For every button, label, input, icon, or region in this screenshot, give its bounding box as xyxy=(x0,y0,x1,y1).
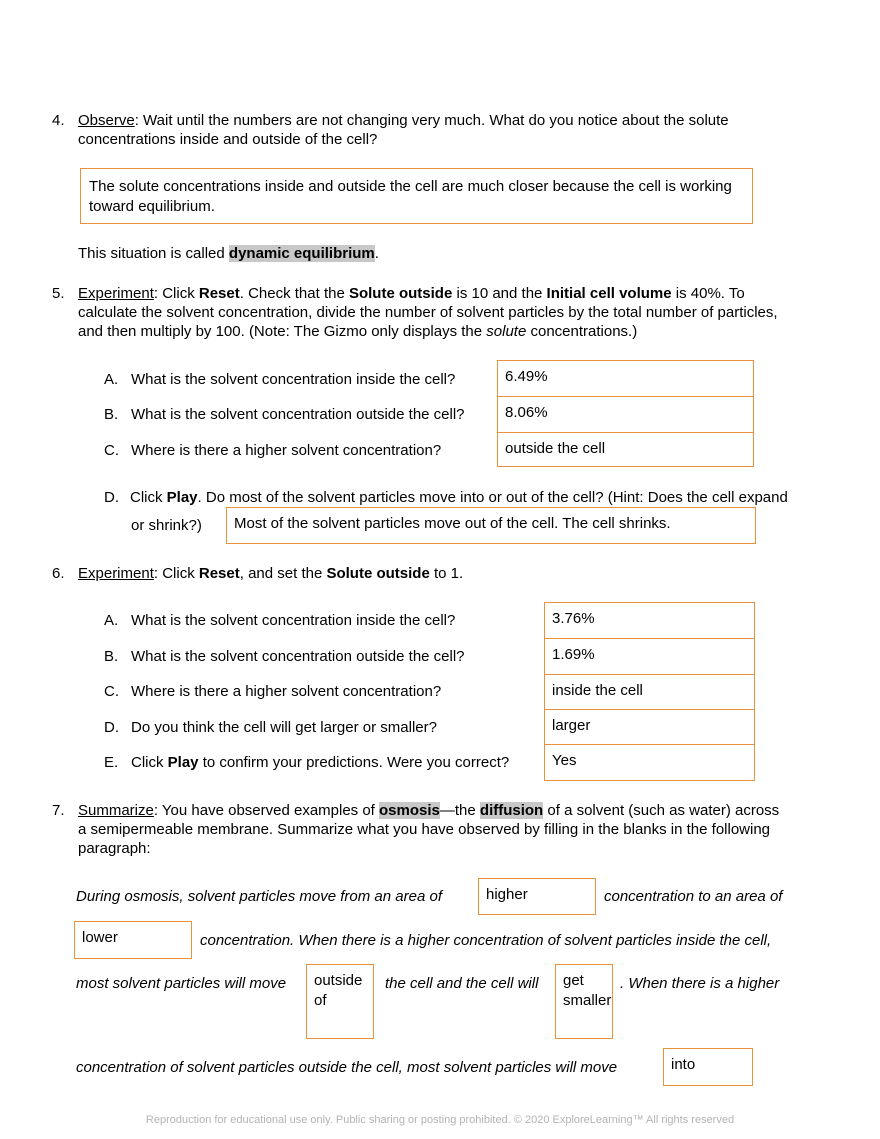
q6-number: 6. xyxy=(52,565,65,582)
q5-number: 5. xyxy=(52,285,65,302)
q4-label: Observe xyxy=(78,112,135,129)
q4-line2: concentrations inside and outside of the cell? xyxy=(78,131,378,148)
q6-line1: Experiment: Click Reset, and set the Solute outside to 1. xyxy=(78,565,464,582)
q7-paragraph-part3: concentration. When there is a higher concentration of solvent particles inside the cell, xyxy=(200,932,772,949)
q5c-question: Where is there a higher solvent concentration? xyxy=(131,442,442,459)
q5d-line2: or shrink?) xyxy=(131,517,202,534)
q6a-answer-box[interactable]: 3.76% xyxy=(544,602,755,639)
q7-line1: Summarize: You have observed examples of osmosis—the diffusion of a solvent (such as water) across xyxy=(78,802,780,819)
q6-label: Experiment xyxy=(78,565,154,582)
q6a-question: What is the solvent concentration inside the cell? xyxy=(131,612,456,629)
q6d-letter: D. xyxy=(104,719,119,736)
q6e-letter: E. xyxy=(104,754,119,771)
q5a-answer-box[interactable]: 6.49% xyxy=(497,360,754,397)
q4-line1: Observe: Wait until the numbers are not changing very much. What do you notice about the solute xyxy=(78,112,729,129)
q7-number: 7. xyxy=(52,802,65,819)
q6d-question: Do you think the cell will get larger or smaller? xyxy=(131,719,437,736)
q7-line3: paragraph: xyxy=(78,840,151,857)
diffusion-term: diffusion xyxy=(479,802,544,819)
q6c-letter: C. xyxy=(104,683,119,700)
q5d-answer-box[interactable]: Most of the solvent particles move out of the cell. The cell shrinks. xyxy=(226,507,756,544)
q7-blank-4[interactable]: get smaller xyxy=(555,964,613,1039)
q7-blank-5[interactable]: into xyxy=(663,1048,753,1086)
q5a-letter: A. xyxy=(104,371,119,388)
q6b-letter: B. xyxy=(104,648,119,665)
q4-note: This situation is called dynamic equilibrium. xyxy=(78,245,379,262)
q7-paragraph-part5: the cell and the cell will xyxy=(385,975,539,992)
q5-label: Experiment xyxy=(78,285,154,302)
q5d-line1: Click Play. Do most of the solvent particles move into or out of the cell? (Hint: Does the cell expand xyxy=(130,489,788,506)
q7-paragraph-part7: concentration of solvent particles outside the cell, most solvent particles will move xyxy=(76,1059,618,1076)
q5b-question: What is the solvent concentration outside the cell? xyxy=(131,406,465,423)
q7-label: Summarize xyxy=(78,802,154,819)
q7-blank-2[interactable]: lower xyxy=(74,921,192,959)
q6c-question: Where is there a higher solvent concentration? xyxy=(131,683,442,700)
q7-paragraph-part4: most solvent particles will move xyxy=(76,975,287,992)
q5-line1: Experiment: Click Reset. Check that the Solute outside is 10 and the Initial cell volume is 40%. To xyxy=(78,285,745,302)
q6d-answer-box[interactable]: larger xyxy=(544,709,755,745)
q5-line3: and then multiply by 100. (Note: The Gizmo only displays the solute concentrations.) xyxy=(78,323,638,340)
q5c-letter: C. xyxy=(104,442,119,459)
dynamic-equilibrium-term: dynamic equilibrium xyxy=(228,245,375,262)
q5b-answer-box[interactable]: 8.06% xyxy=(497,396,754,433)
q7-line2: a semipermeable membrane. Summarize what you have observed by filling in the blanks in the following xyxy=(78,821,771,838)
q7-paragraph-part2: concentration to an area of xyxy=(604,888,783,905)
q6c-answer-box[interactable]: inside the cell xyxy=(544,674,755,710)
q5-line2: calculate the solvent concentration, divide the number of solvent particles by the total number of particles, xyxy=(78,304,778,321)
q6a-letter: A. xyxy=(104,612,119,629)
q6e-answer-box[interactable]: Yes xyxy=(544,744,755,781)
q4-answer-box[interactable]: The solute concentrations inside and outside the cell are much closer because the cell is working toward equilibrium. xyxy=(80,168,753,224)
q7-blank-1[interactable]: higher xyxy=(478,878,596,915)
q7-paragraph-part6: . When there is a higher xyxy=(620,975,780,992)
q5b-letter: B. xyxy=(104,406,119,423)
q7-blank-3[interactable]: outside of xyxy=(306,964,374,1039)
osmosis-term: osmosis xyxy=(379,802,440,819)
q4-number: 4. xyxy=(52,112,65,129)
q5c-answer-box[interactable]: outside the cell xyxy=(497,432,754,467)
q5d-letter: D. xyxy=(104,489,119,506)
copyright-footer: Reproduction for educational use only. Public sharing or posting prohibited. © 2020 ExploreLearning™ All rights reserved xyxy=(145,1114,735,1126)
q6e-question: Click Play to confirm your predictions. Were you correct? xyxy=(131,754,510,771)
q6b-answer-box[interactable]: 1.69% xyxy=(544,638,755,675)
q6b-question: What is the solvent concentration outside the cell? xyxy=(131,648,465,665)
q7-paragraph-part1: During osmosis, solvent particles move from an area of xyxy=(76,888,442,905)
q5a-question: What is the solvent concentration inside the cell? xyxy=(131,371,456,388)
